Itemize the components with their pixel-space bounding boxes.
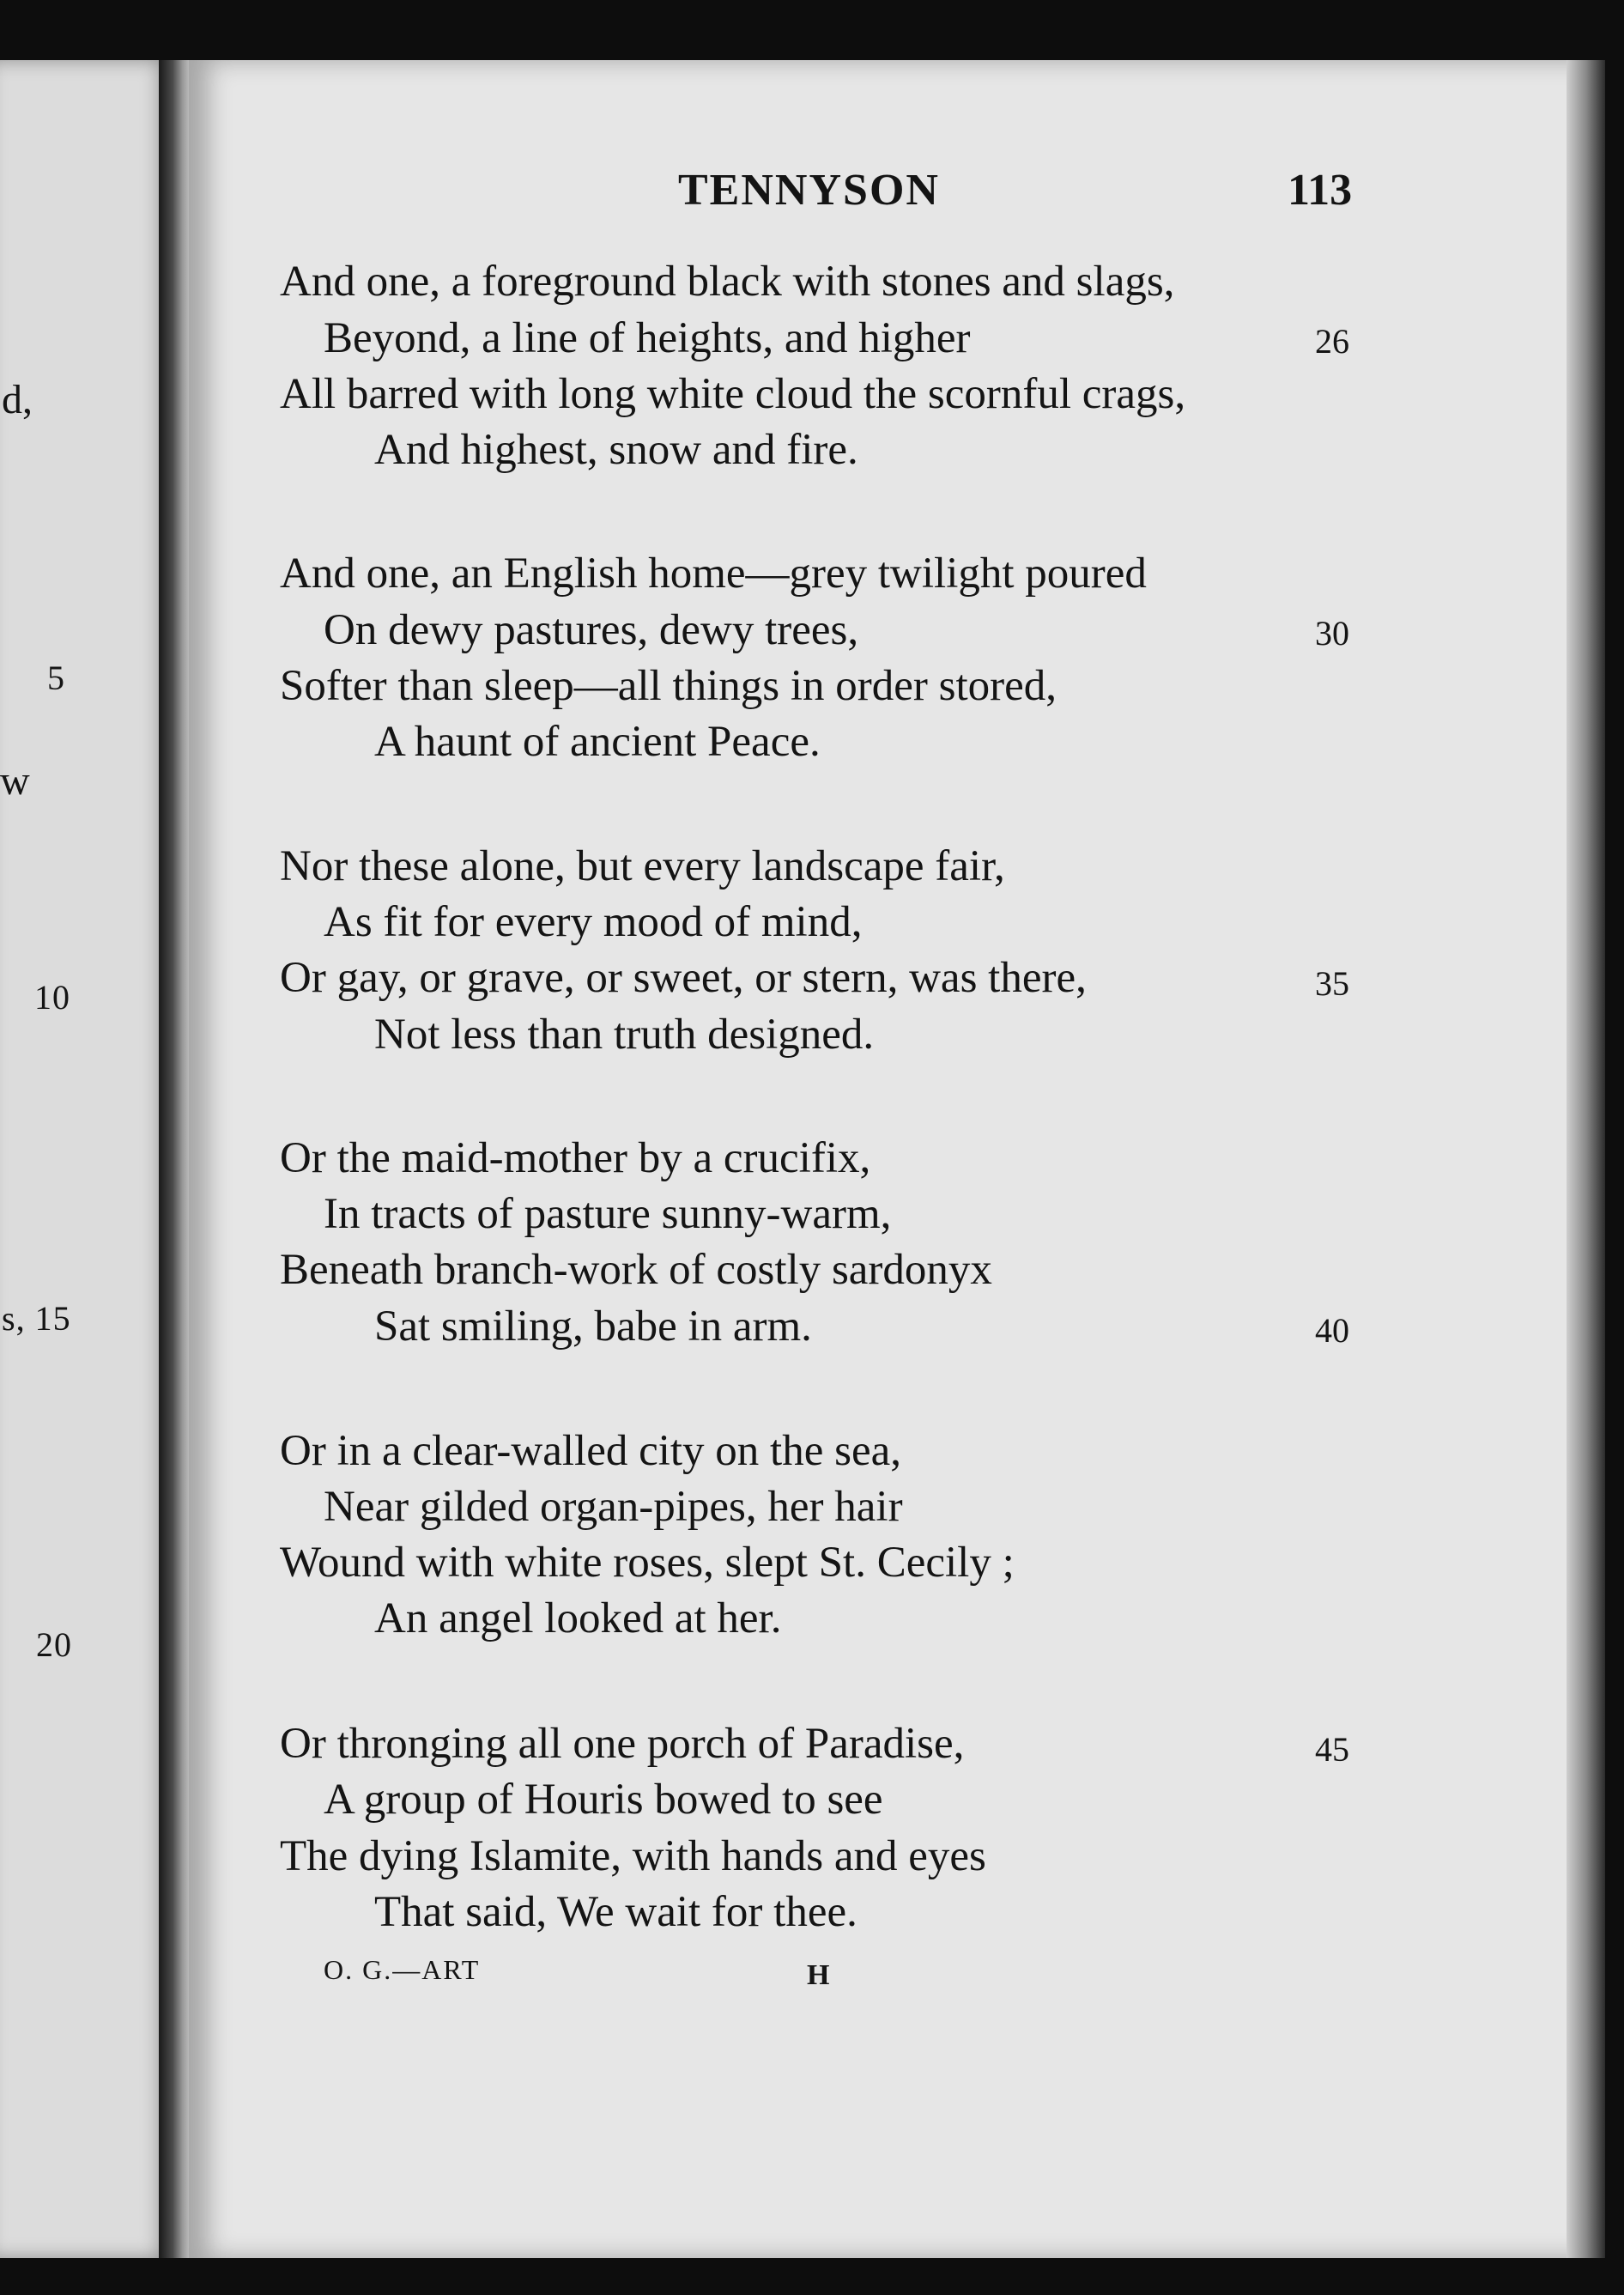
poem-line: Or gay, or grave, or sweet, or stern, was there,: [280, 954, 1087, 1002]
line-number: 40: [1315, 1311, 1349, 1350]
poem-line: Beyond, a line of heights, and higher: [324, 314, 971, 362]
poem-line: A group of Houris bowed to see: [324, 1776, 883, 1824]
line-number: 30: [1315, 614, 1349, 653]
signature-mark: O. G.—ART: [324, 1954, 481, 1985]
poem-line: The dying Islamite, with hands and eyes: [280, 1832, 986, 1880]
poem-line: And one, an English home—grey twilight poured: [280, 549, 1147, 598]
poem-line: On dewy pastures, dewy trees,: [324, 606, 859, 654]
line-number: 26: [1315, 322, 1349, 361]
running-title: TENNYSON: [678, 166, 940, 215]
poem-line: And highest, snow and fire.: [374, 426, 858, 474]
signature-letter: H: [807, 1959, 830, 1991]
line-number: 35: [1315, 964, 1349, 1003]
poem-line: And one, a foreground black with stones and slags,: [280, 258, 1175, 306]
poem-line: Or in a clear-walled city on the sea,: [280, 1427, 901, 1475]
poem-line: That said, We wait for thee.: [374, 1888, 857, 1936]
poem-line: As fit for every mood of mind,: [324, 898, 863, 946]
poem-line: A haunt of ancient Peace.: [374, 718, 821, 766]
left-page-fragment: w: [0, 758, 30, 804]
poem-line: Near gilded organ-pipes, her hair: [324, 1483, 903, 1531]
left-page-line-number: 20: [36, 1625, 72, 1664]
poem-line: Nor these alone, but every landscape fair,: [280, 842, 1005, 890]
poem-line: Softer than sleep—all things in order stored,: [280, 662, 1057, 710]
book-gutter: [159, 60, 193, 2258]
page-edge: [1566, 60, 1605, 2258]
poem-line: Not less than truth designed.: [374, 1011, 875, 1059]
left-page-line-number: s, 15: [2, 1299, 71, 1338]
poem-line: Sat smiling, babe in arm.: [374, 1302, 812, 1351]
page-number: 113: [1288, 166, 1353, 215]
poem-line: Beneath branch-work of costly sardonyx: [280, 1246, 992, 1294]
poem-line: An angel looked at her.: [374, 1594, 782, 1642]
poem-line: Wound with white roses, slept St. Cecily ;: [280, 1539, 1015, 1587]
poem-line: Or the maid-mother by a crucifix,: [280, 1134, 871, 1182]
poem-line: In tracts of pasture sunny-warm,: [324, 1190, 892, 1238]
line-number: 45: [1315, 1730, 1349, 1769]
left-page-line-number: 10: [34, 978, 70, 1017]
poem-line: Or thronging all one porch of Paradise,: [280, 1720, 965, 1768]
left-page-fragment: d,: [2, 377, 33, 422]
poem-line: All barred with long white cloud the scornful crags,: [280, 370, 1186, 418]
left-page-line-number: 5: [47, 659, 65, 697]
